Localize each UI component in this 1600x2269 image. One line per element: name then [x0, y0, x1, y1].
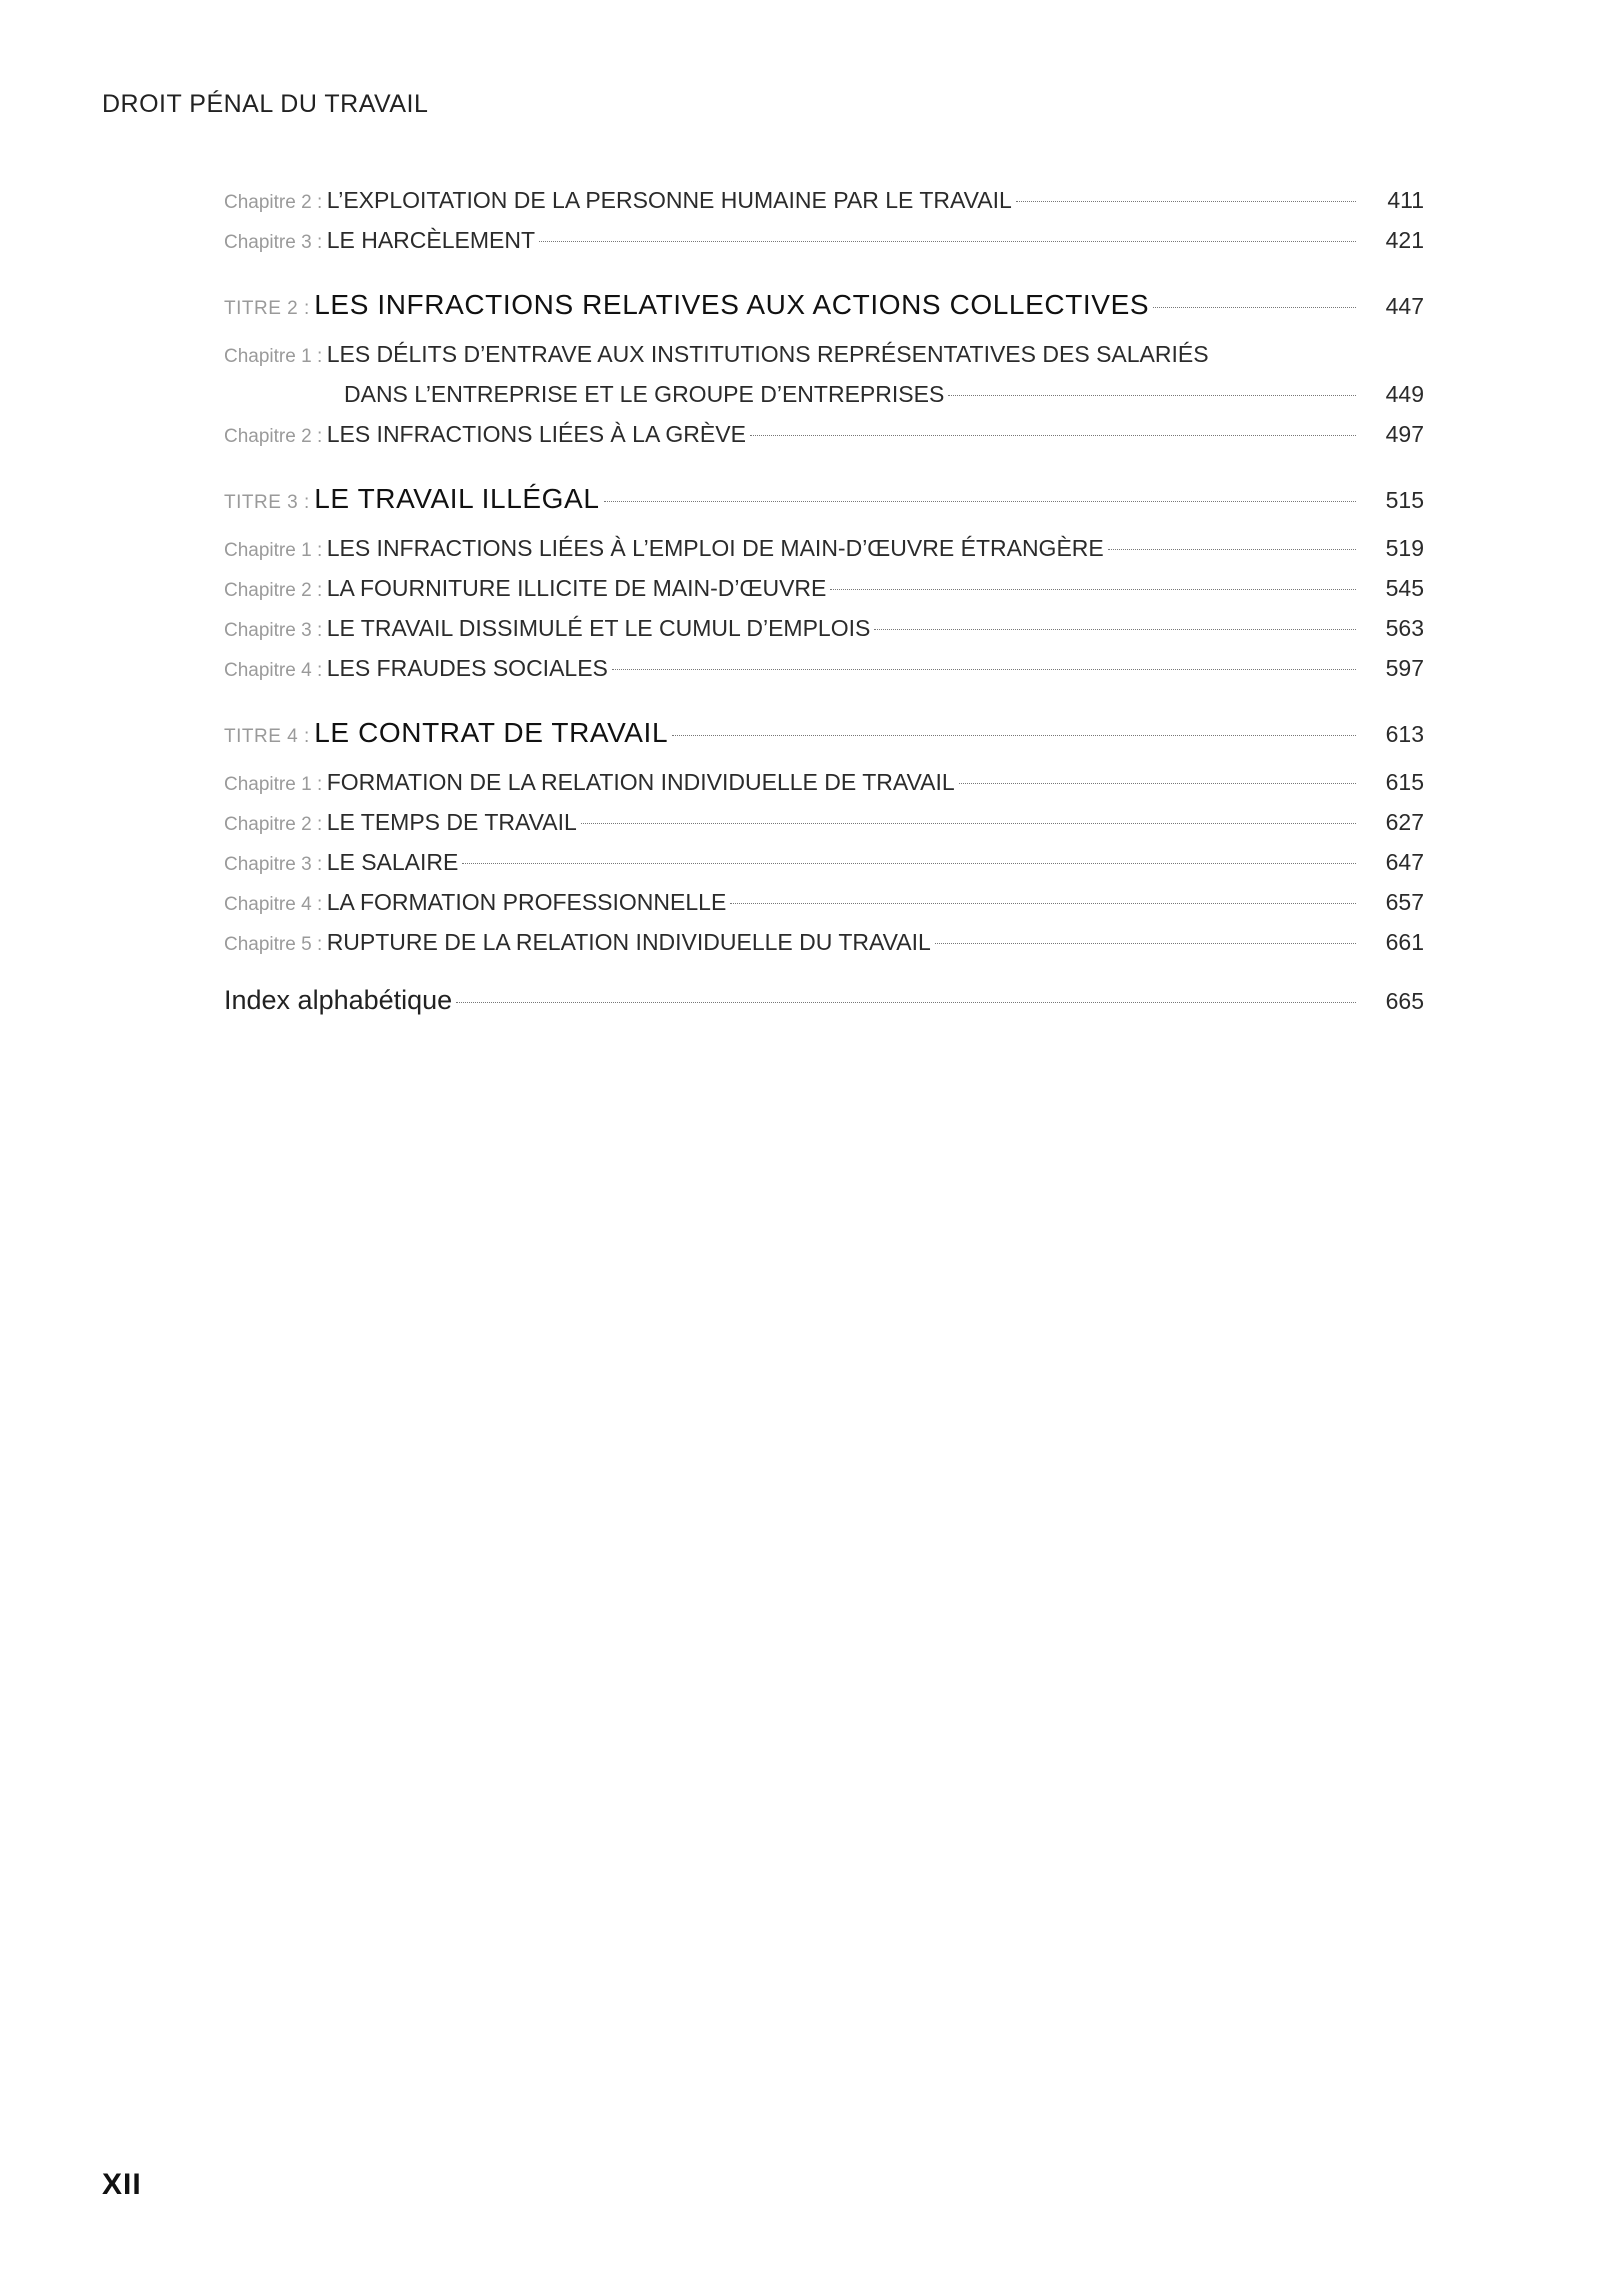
- dot-leader: [612, 669, 1356, 670]
- page-number: 449: [1385, 381, 1424, 407]
- chapter-title-line1: LES DÉLITS D’ENTRAVE AUX INSTITUTIONS REPRÉSENTATIVES DES SALARIÉS: [326, 341, 1209, 367]
- dot-leader: [874, 629, 1356, 630]
- chapter-prefix: Chapitre 2 :: [224, 580, 323, 601]
- chapter-prefix: Chapitre 2 :: [224, 814, 323, 835]
- toc-entry-titre-4[interactable]: [224, 710, 1424, 756]
- chapter-prefix: Chapitre 1 :: [224, 540, 323, 561]
- titre-title: LE CONTRAT DE TRAVAIL: [314, 717, 669, 748]
- toc-entry-chapitre[interactable]: [224, 802, 1424, 842]
- chapter-prefix: Chapitre 3 :: [224, 620, 323, 641]
- page-number: 563: [1385, 615, 1424, 641]
- page-number: 657: [1385, 889, 1424, 915]
- dot-leader: [1016, 201, 1356, 202]
- chapter-prefix: Chapitre 4 :: [224, 894, 323, 915]
- dot-leader: [750, 435, 1356, 436]
- dot-leader: [581, 823, 1356, 824]
- toc-entry-chapitre[interactable]: [224, 762, 1424, 802]
- chapter-title: LES INFRACTIONS LIÉES À L’EMPLOI DE MAIN-D’ŒUVRE ÉTRANGÈRE: [326, 535, 1104, 561]
- chapter-title: LA FOURNITURE ILLICITE DE MAIN-D’ŒUVRE: [326, 575, 827, 601]
- chapter-prefix: Chapitre 2 :: [224, 192, 323, 213]
- index-title: Index alphabétique: [224, 985, 453, 1015]
- toc-entry-chapitre[interactable]: [224, 334, 1424, 414]
- dot-leader: [1108, 549, 1356, 550]
- page-number: 497: [1385, 421, 1424, 447]
- chapter-title: L’EXPLOITATION DE LA PERSONNE HUMAINE PAR LE TRAVAIL: [326, 187, 1012, 213]
- toc-entry-titre-2[interactable]: [224, 282, 1424, 328]
- dot-leader: [539, 241, 1356, 242]
- page-folio: XII: [102, 2168, 142, 2201]
- titre-title: LE TRAVAIL ILLÉGAL: [314, 483, 600, 514]
- toc-entry-chapitre[interactable]: [224, 220, 1424, 260]
- page-number: 661: [1385, 929, 1424, 955]
- page-number: 647: [1385, 849, 1424, 875]
- chapter-prefix: Chapitre 3 :: [224, 232, 323, 253]
- chapter-prefix: Chapitre 5 :: [224, 934, 323, 955]
- page-number: 447: [1385, 293, 1424, 319]
- page-number: 519: [1385, 535, 1424, 561]
- toc-entry-titre-3[interactable]: [224, 476, 1424, 522]
- toc-entry-chapitre[interactable]: [224, 568, 1424, 608]
- dot-leader: [462, 863, 1356, 864]
- toc-entry-chapitre[interactable]: [224, 922, 1424, 962]
- toc-entry-chapitre[interactable]: [224, 528, 1424, 568]
- page-number: 545: [1385, 575, 1424, 601]
- titre-prefix: TITRE 2 :: [224, 298, 310, 319]
- chapter-prefix: Chapitre 4 :: [224, 660, 323, 681]
- chapter-title: FORMATION DE LA RELATION INDIVIDUELLE DE TRAVAIL: [326, 769, 955, 795]
- page-number: 613: [1385, 721, 1424, 747]
- dot-leader: [935, 943, 1356, 944]
- chapter-title-line2: DANS L’ENTREPRISE ET LE GROUPE D’ENTREPRISES: [344, 381, 945, 407]
- toc-entry-chapitre[interactable]: [224, 648, 1424, 688]
- toc-entry-chapitre[interactable]: [224, 608, 1424, 648]
- chapter-title: LE SALAIRE: [326, 849, 459, 875]
- page-number: 421: [1385, 227, 1424, 253]
- chapter-prefix: Chapitre 2 :: [224, 426, 323, 447]
- chapter-title: LE HARCÈLEMENT: [326, 227, 536, 253]
- page-number: 627: [1385, 809, 1424, 835]
- chapter-title: LE TEMPS DE TRAVAIL: [326, 809, 577, 835]
- table-of-contents: [224, 180, 1424, 1020]
- toc-entry-chapitre[interactable]: [224, 180, 1424, 220]
- dot-leader: [456, 1002, 1356, 1003]
- page-number: 515: [1385, 487, 1424, 513]
- chapter-title: LES INFRACTIONS LIÉES À LA GRÈVE: [326, 421, 746, 447]
- dot-leader: [730, 903, 1356, 904]
- page-number: 615: [1385, 769, 1424, 795]
- dot-leader: [948, 395, 1356, 396]
- chapter-title: LES FRAUDES SOCIALES: [326, 655, 608, 681]
- chapter-title: RUPTURE DE LA RELATION INDIVIDUELLE DU TRAVAIL: [326, 929, 931, 955]
- toc-entry-chapitre[interactable]: [224, 882, 1424, 922]
- titre-prefix: TITRE 3 :: [224, 492, 310, 513]
- chapter-prefix: Chapitre 1 :: [224, 346, 323, 367]
- chapter-prefix: Chapitre 1 :: [224, 774, 323, 795]
- toc-entry-index[interactable]: [224, 980, 1424, 1020]
- dot-leader: [604, 501, 1357, 502]
- dot-leader: [1153, 307, 1356, 308]
- page-number: 411: [1387, 187, 1424, 213]
- chapter-title: LA FORMATION PROFESSIONNELLE: [326, 889, 727, 915]
- chapter-title: LE TRAVAIL DISSIMULÉ ET LE CUMUL D’EMPLOIS: [326, 615, 871, 641]
- toc-entry-chapitre[interactable]: [224, 842, 1424, 882]
- page-number: 665: [1385, 988, 1424, 1014]
- page-number: 597: [1385, 655, 1424, 681]
- dot-leader: [830, 589, 1356, 590]
- titre-prefix: TITRE 4 :: [224, 726, 310, 747]
- dot-leader: [959, 783, 1356, 784]
- chapter-prefix: Chapitre 3 :: [224, 854, 323, 875]
- toc-entry-chapitre[interactable]: [224, 414, 1424, 454]
- titre-title: LES INFRACTIONS RELATIVES AUX ACTIONS COLLECTIVES: [314, 289, 1150, 320]
- dot-leader: [672, 735, 1356, 736]
- running-title: DROIT PÉNAL DU TRAVAIL: [102, 90, 429, 118]
